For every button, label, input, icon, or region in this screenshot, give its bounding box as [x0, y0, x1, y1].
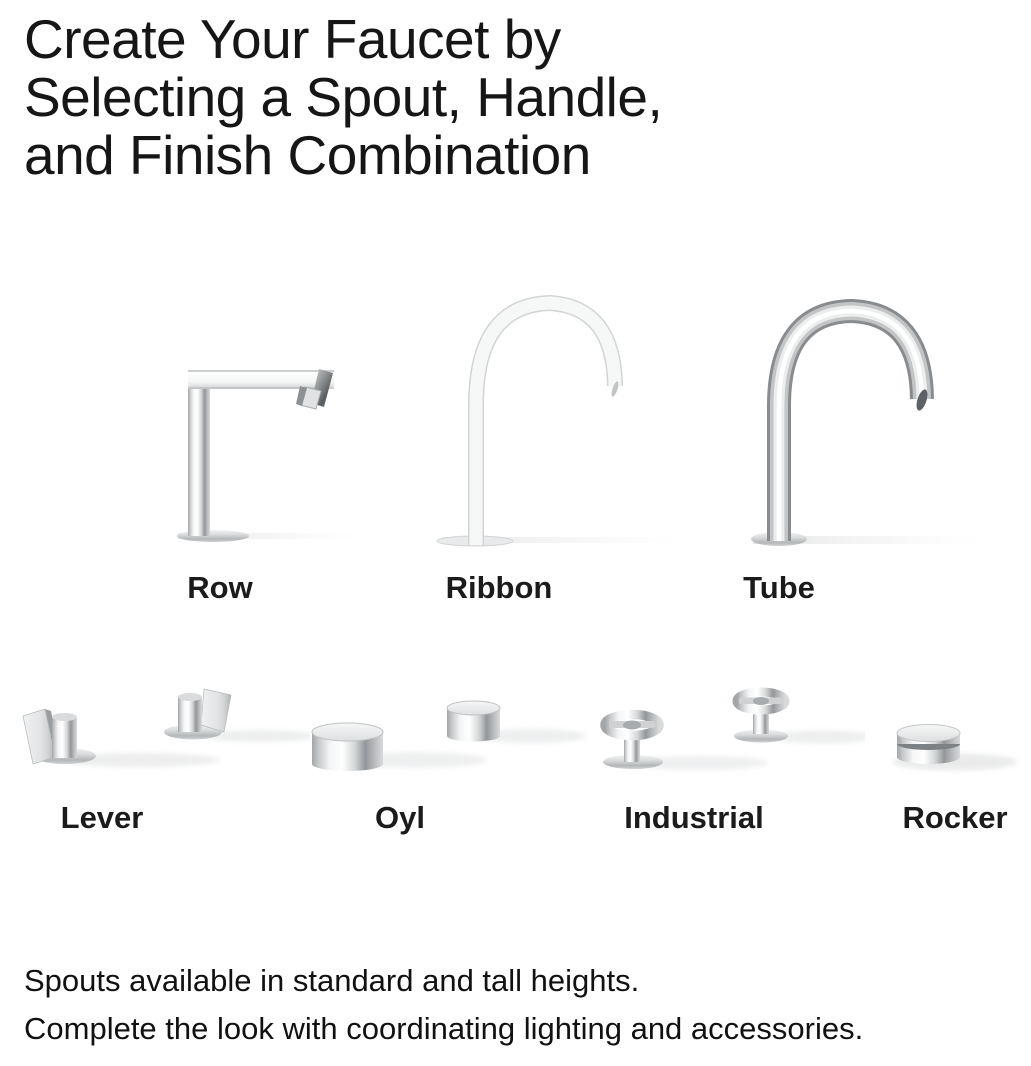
handle-label-lever: Lever	[60, 800, 144, 835]
page-title-line-2: Selecting a Spout, Handle,	[24, 66, 663, 128]
handle-image-oyl	[300, 690, 590, 780]
spout-label-ribbon: Ribbon	[445, 570, 553, 605]
handle-image-lever	[10, 680, 310, 780]
handle-label-industrial: Industrial	[624, 800, 764, 835]
footer-line-2: Complete the look with coordinating lighting and accessories.	[24, 1011, 864, 1046]
footer-line-1: Spouts available in standard and tall heights.	[24, 963, 640, 998]
spout-image-ribbon	[430, 293, 720, 550]
page-title-line-1: Create Your Faucet by	[24, 8, 561, 70]
page-title-line-3: and Finish Combination	[24, 124, 591, 186]
handle-label-rocker: Rocker	[902, 800, 1008, 835]
handle-image-rocker	[855, 715, 1025, 785]
handle-image-industrial	[585, 680, 865, 780]
spout-image-row	[170, 368, 430, 550]
handle-label-oyl: Oyl	[375, 800, 425, 835]
page-title	[24, 10, 662, 184]
spout-image-tube	[745, 298, 1015, 550]
footer-note	[24, 957, 863, 1053]
spout-label-tube: Tube	[743, 570, 815, 605]
spout-label-row: Row	[187, 570, 253, 605]
